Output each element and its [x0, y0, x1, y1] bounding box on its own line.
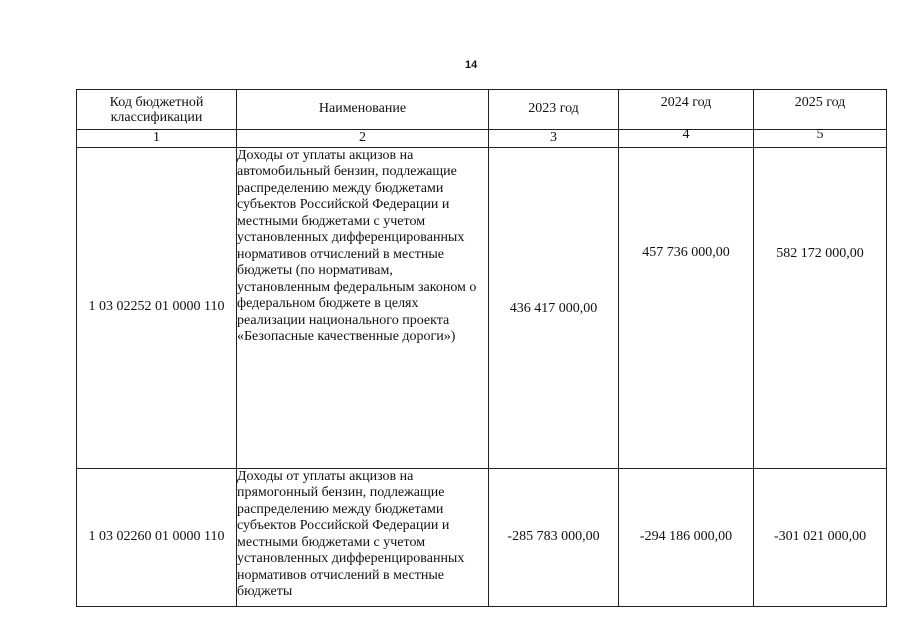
- budget-code-cell: 1 03 02260 01 0000 110: [77, 468, 237, 606]
- column-number: 1: [77, 130, 237, 148]
- budget-revenue-table: [76, 89, 887, 607]
- amount-2024-cell: 457 736 000,00: [619, 147, 754, 468]
- header-code: Код бюджетной классификации: [77, 90, 237, 130]
- column-number: 2: [237, 130, 489, 148]
- amount-2023-cell: -285 783 000,00: [489, 468, 619, 606]
- budget-code-cell: 1 03 02252 01 0000 110: [77, 147, 237, 468]
- revenue-name-cell: Доходы от уплаты акцизов на автомобильный бензин, подлежащие распределению между бюджетами субъектов Российской Федерации и местными бюджетами с учетом установленных дифференцированных нормативов отчислений в местные бюджеты (по нормативам, установленным федеральным законом о федеральном бюджете в целях реализации национального проекта «Безопасные качественные дороги»): [237, 147, 489, 468]
- header-row: [77, 90, 887, 130]
- page-number: 14: [465, 59, 478, 71]
- table-row: [77, 147, 887, 468]
- column-number: 3: [489, 130, 619, 148]
- header-2024: 2024 год: [619, 90, 754, 130]
- amount-2025-cell: 582 172 000,00: [754, 147, 887, 468]
- header-2023: 2023 год: [489, 90, 619, 130]
- column-number: 5: [754, 130, 887, 148]
- table-row: [77, 468, 887, 606]
- amount-2023-cell: 436 417 000,00: [489, 147, 619, 468]
- header-name: Наименование: [237, 90, 489, 130]
- amount-2025-cell: -301 021 000,00: [754, 468, 887, 606]
- header-2025: 2025 год: [754, 90, 887, 130]
- revenue-name-cell: Доходы от уплаты акцизов на прямогонный бензин, подлежащие распределению между бюджетами субъектов Российской Федерации и местными бюджетами с учетом установленных дифференцированных нормативов отчислений в местные бюджеты: [237, 468, 489, 606]
- amount-2024-cell: -294 186 000,00: [619, 468, 754, 606]
- column-number-row: [77, 130, 887, 148]
- column-number: 4: [619, 130, 754, 148]
